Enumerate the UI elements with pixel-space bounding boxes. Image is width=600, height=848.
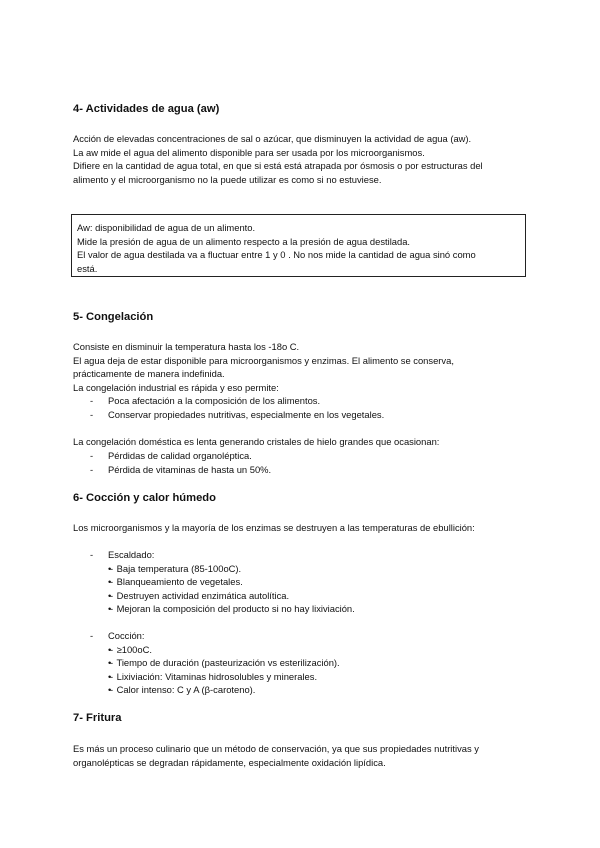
sublist-item: - • ≥100oC. <box>108 643 340 657</box>
section-6-heading: 6- Cocción y calor húmedo <box>73 492 216 504</box>
coccion-sublist <box>108 643 340 697</box>
aw-definition-text <box>77 221 529 275</box>
sublist-item: - • Lixiviación: Vitaminas hidrosolubles y minerales. <box>108 670 340 684</box>
bullet-icon: • <box>108 670 112 682</box>
text-line: está. <box>77 262 98 274</box>
section-7-heading: 7- Fritura <box>73 712 122 724</box>
list-item: - Poca afectación a la composición de los alimentos. <box>88 394 384 408</box>
bullet-icon: • <box>108 576 112 587</box>
bullet-icon: • <box>108 562 112 574</box>
text-line: Es más un proceso culinario que un método de conservación, ya que sus propiedades nutritivas y <box>73 743 479 754</box>
section-6-intro: Los microorganismos y la mayoría de los enzimas se destruyen a las temperaturas de ebullición: <box>73 522 475 533</box>
escaldado-list <box>88 548 355 616</box>
section-4-heading: 4- Actividades de agua (aw) <box>73 103 220 115</box>
section-4-paragraph <box>73 132 525 186</box>
text-line: prácticamente de manera indefinida. <box>73 368 225 379</box>
list-item: - Pérdida de vitaminas de hasta un 50%. <box>88 463 271 477</box>
list-item: - Conservar propiedades nutritivas, especialmente en los vegetales. <box>88 408 384 422</box>
sublist-item: - • Mejoran la composición del producto si no hay lixiviación. <box>108 602 355 616</box>
escaldado-label: Escaldado: <box>108 549 155 560</box>
text-line: Aw: disponibilidad de agua de un alimento. <box>77 222 256 233</box>
bullet-icon: • <box>108 643 112 655</box>
bullet-icon: • <box>108 603 112 614</box>
list-item: - Pérdidas de calidad organoléptica. <box>88 449 271 463</box>
text-line: Difiere en la cantidad de agua total, en que si está está atrapada por ósmosis o por estructuras del <box>73 160 483 171</box>
sublist-item: - • Calor intenso: C y A (β-caroteno). <box>108 683 340 697</box>
list-item <box>88 629 340 697</box>
text-line: La aw mide el agua del alimento disponible para ser usada por los microorganismos. <box>73 146 425 158</box>
coccion-list <box>88 629 340 697</box>
aw-definition-box <box>71 214 526 277</box>
sublist-item: - • Destruyen actividad enzimática autolítica. <box>108 589 355 603</box>
bullet-icon: • <box>108 657 112 668</box>
section-5-heading: 5- Congelación <box>73 311 154 323</box>
sublist-item: - • Baja temperatura (85-100oC). <box>108 562 355 576</box>
sublist-item: - • Tiempo de duración (pasteurización vs esterilización). <box>108 656 340 670</box>
section-5-paragraph <box>73 340 525 394</box>
industrial-freezing-list <box>88 394 384 421</box>
text-line: alimento y el microorganismo no la puede utilizar es como si no estuviese. <box>73 173 382 185</box>
text-line: Mide la presión de agua de un alimento respecto a la presión de agua destilada. <box>77 235 411 247</box>
text-line: El agua deja de estar disponible para microorganismos y enzimas. El alimento se conserva, <box>73 354 454 366</box>
escaldado-sublist <box>108 562 355 616</box>
text-line: La congelación industrial es rápida y eso permite: <box>73 381 279 393</box>
sublist-item: - • Blanqueamiento de vegetales. <box>108 575 355 589</box>
section-7-paragraph <box>73 742 525 769</box>
text-line: El valor de agua destilada va a fluctuar entre 1 y 0 . No nos mide la cantidad de agua sinó como <box>77 249 476 260</box>
list-item <box>88 548 355 616</box>
text-line: Acción de elevadas concentraciones de sal o azúcar, que disminuyen la actividad de agua (aw). <box>73 133 472 144</box>
text-line: Consiste en disminuir la temperatura hasta los -18o C. <box>73 341 300 352</box>
domestic-freezing-intro: La congelación doméstica es lenta generando cristales de hielo grandes que ocasionan: <box>73 436 440 447</box>
bullet-icon: • <box>108 684 112 695</box>
text-line: organolépticas se degradan rápidamente, especialmente oxidación lipídica. <box>73 756 386 768</box>
domestic-freezing-list <box>88 449 271 476</box>
bullet-icon: • <box>108 589 112 601</box>
coccion-label: Cocción: <box>108 630 145 641</box>
